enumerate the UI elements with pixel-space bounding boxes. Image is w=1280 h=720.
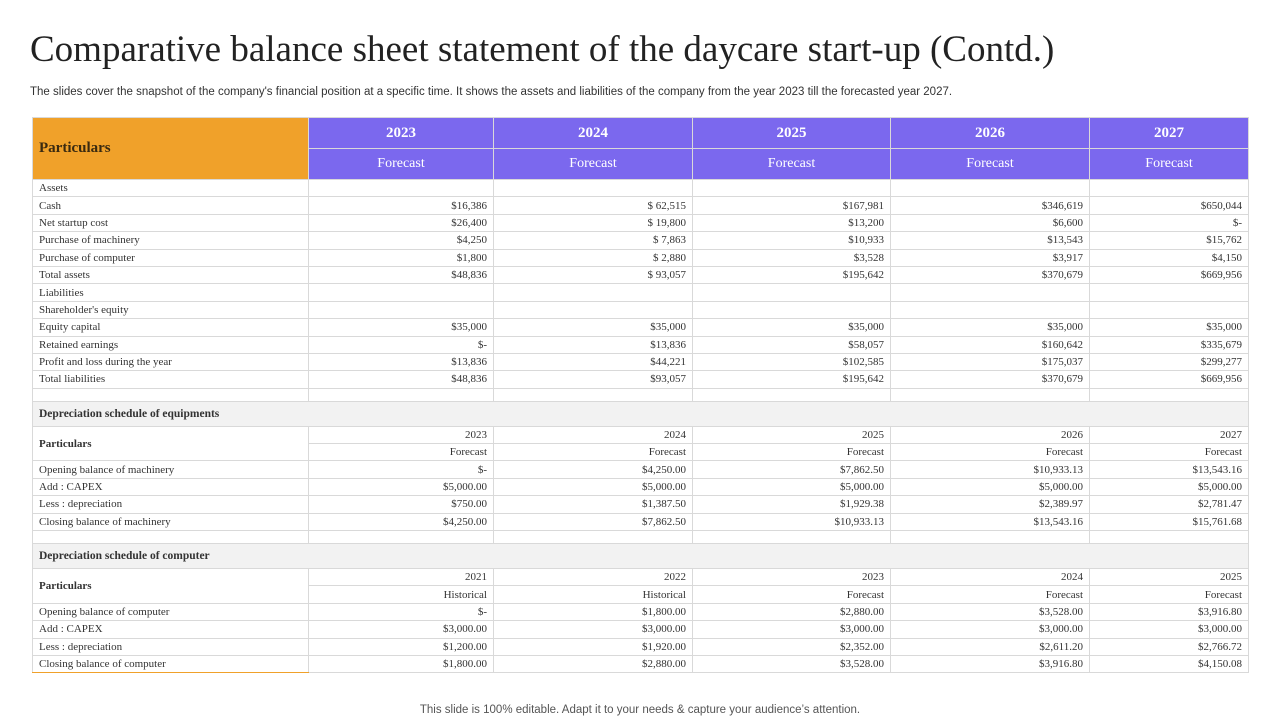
section-title: Depreciation schedule of computer: [33, 544, 1249, 569]
value-cell: $370,679: [891, 371, 1090, 388]
value-cell: [693, 284, 891, 301]
row-label: Less : depreciation: [33, 638, 309, 655]
value-cell: $48,836: [309, 266, 494, 283]
year-header: 2023: [309, 118, 494, 149]
value-cell: [1090, 180, 1249, 197]
value-cell: $3,000.00: [891, 621, 1090, 638]
row-label: Opening balance of computer: [33, 603, 309, 620]
value-cell: $ 19,800: [494, 214, 693, 231]
table-row: [33, 266, 1249, 283]
value-cell: $3,000.00: [309, 621, 494, 638]
value-cell: $2,880.00: [693, 603, 891, 620]
value-cell: $1,800.00: [494, 603, 693, 620]
particulars-header: Particulars: [33, 118, 309, 180]
period-type-cell: Forecast: [309, 444, 494, 461]
period-type-cell: Forecast: [1090, 586, 1249, 603]
row-label: Liabilities: [33, 284, 309, 301]
value-cell: $35,000: [891, 319, 1090, 336]
table-row: [33, 301, 1249, 318]
table-row: [33, 461, 1249, 478]
value-cell: $102,585: [693, 353, 891, 370]
value-cell: $3,000.00: [693, 621, 891, 638]
value-cell: $10,933.13: [891, 461, 1090, 478]
computer-rows: [33, 603, 1249, 673]
value-cell: $4,150.08: [1090, 655, 1249, 672]
value-cell: $13,543.16: [891, 513, 1090, 530]
row-label: Closing balance of machinery: [33, 513, 309, 530]
row-label: Total liabilities: [33, 371, 309, 388]
row-label: Add : CAPEX: [33, 621, 309, 638]
row-label: Purchase of computer: [33, 249, 309, 266]
value-cell: $5,000.00: [494, 478, 693, 495]
value-cell: $346,619: [891, 197, 1090, 214]
balance-rows: [33, 180, 1249, 389]
value-cell: $5,000.00: [309, 478, 494, 495]
value-cell: $2,766.72: [1090, 638, 1249, 655]
year-cell: 2027: [1090, 426, 1249, 443]
table-row: [33, 197, 1249, 214]
value-cell: $5,000.00: [693, 478, 891, 495]
value-cell: $3,917: [891, 249, 1090, 266]
value-cell: $13,836: [494, 336, 693, 353]
value-cell: $44,221: [494, 353, 693, 370]
value-cell: $5,000.00: [891, 478, 1090, 495]
year-cell: 2025: [1090, 569, 1249, 586]
value-cell: $13,836: [309, 353, 494, 370]
value-cell: $650,044: [1090, 197, 1249, 214]
value-cell: $3,000.00: [1090, 621, 1249, 638]
value-cell: [1090, 301, 1249, 318]
table-row: [33, 655, 1249, 672]
value-cell: $7,862.50: [494, 513, 693, 530]
row-label: Equity capital: [33, 319, 309, 336]
value-cell: $10,933.13: [693, 513, 891, 530]
value-cell: $4,250: [309, 232, 494, 249]
value-cell: $35,000: [494, 319, 693, 336]
table-row: [33, 336, 1249, 353]
value-cell: $-: [309, 603, 494, 620]
value-cell: $15,762: [1090, 232, 1249, 249]
value-cell: $4,150: [1090, 249, 1249, 266]
value-cell: $6,600: [891, 214, 1090, 231]
value-cell: [309, 301, 494, 318]
value-cell: [1090, 284, 1249, 301]
value-cell: $3,916.80: [891, 655, 1090, 672]
value-cell: [693, 180, 891, 197]
value-cell: $160,642: [891, 336, 1090, 353]
row-label: Shareholder's equity: [33, 301, 309, 318]
table-row: [33, 638, 1249, 655]
period-type-cell: Forecast: [891, 444, 1090, 461]
forecast-header: Forecast: [309, 149, 494, 180]
table-row: [33, 214, 1249, 231]
value-cell: $669,956: [1090, 371, 1249, 388]
value-cell: $167,981: [693, 197, 891, 214]
table-row: [33, 603, 1249, 620]
row-label: Assets: [33, 180, 309, 197]
footer-note: This slide is 100% editable. Adapt it to your needs & capture your audience’s attention.: [419, 704, 861, 716]
page-subtitle: The slides cover the snapshot of the company's financial position at a specific time. It shows the assets and liabilities of the company from the year 2023 till the forecasted year 2027.: [30, 86, 953, 98]
value-cell: $35,000: [1090, 319, 1249, 336]
year-cell: 2023: [309, 426, 494, 443]
value-cell: $370,679: [891, 266, 1090, 283]
period-type-cell: Forecast: [693, 586, 891, 603]
row-label: Closing balance of computer: [33, 655, 309, 672]
period-type-cell: Historical: [494, 586, 693, 603]
row-label: Profit and loss during the year: [33, 353, 309, 370]
value-cell: [891, 284, 1090, 301]
table-row: [33, 284, 1249, 301]
row-label: Less : depreciation: [33, 496, 309, 513]
value-cell: $335,679: [1090, 336, 1249, 353]
equipment-rows: [33, 461, 1249, 531]
value-cell: [693, 301, 891, 318]
value-cell: $35,000: [693, 319, 891, 336]
value-cell: $26,400: [309, 214, 494, 231]
year-header: 2025: [693, 118, 891, 149]
value-cell: $4,250.00: [309, 513, 494, 530]
value-cell: $ 7,863: [494, 232, 693, 249]
row-label: Add : CAPEX: [33, 478, 309, 495]
value-cell: $4,250.00: [494, 461, 693, 478]
row-label: Retained earnings: [33, 336, 309, 353]
year-cell: 2024: [891, 569, 1090, 586]
blank-spacer: [33, 531, 1249, 544]
row-label: Purchase of machinery: [33, 232, 309, 249]
value-cell: $10,933: [693, 232, 891, 249]
value-cell: $299,277: [1090, 353, 1249, 370]
particulars-label: Particulars: [33, 426, 309, 461]
value-cell: $1,800.00: [309, 655, 494, 672]
year-cell: 2021: [309, 569, 494, 586]
forecast-header: Forecast: [891, 149, 1090, 180]
value-cell: $7,862.50: [693, 461, 891, 478]
section-title: Depreciation schedule of equipments: [33, 401, 1249, 426]
table-row: [33, 232, 1249, 249]
period-type-cell: Forecast: [891, 586, 1090, 603]
value-cell: [494, 180, 693, 197]
value-cell: $3,528.00: [693, 655, 891, 672]
table-row: [33, 621, 1249, 638]
value-cell: $195,642: [693, 266, 891, 283]
value-cell: $1,800: [309, 249, 494, 266]
table-row: [33, 478, 1249, 495]
value-cell: [309, 180, 494, 197]
table-row: [33, 180, 1249, 197]
row-label: Net startup cost: [33, 214, 309, 231]
value-cell: $58,057: [693, 336, 891, 353]
value-cell: $175,037: [891, 353, 1090, 370]
value-cell: $750.00: [309, 496, 494, 513]
value-cell: $ 62,515: [494, 197, 693, 214]
value-cell: $2,389.97: [891, 496, 1090, 513]
year-cell: 2026: [891, 426, 1090, 443]
value-cell: $13,543: [891, 232, 1090, 249]
value-cell: $3,528: [693, 249, 891, 266]
value-cell: $93,057: [494, 371, 693, 388]
table-row: [33, 249, 1249, 266]
value-cell: $5,000.00: [1090, 478, 1249, 495]
value-cell: $2,352.00: [693, 638, 891, 655]
year-header: 2024: [494, 118, 693, 149]
value-cell: $669,956: [1090, 266, 1249, 283]
value-cell: $1,200.00: [309, 638, 494, 655]
value-cell: $3,916.80: [1090, 603, 1249, 620]
value-cell: $ 93,057: [494, 266, 693, 283]
equipment-section: [33, 401, 1249, 461]
value-cell: [494, 301, 693, 318]
value-cell: $2,611.20: [891, 638, 1090, 655]
value-cell: $13,200: [693, 214, 891, 231]
year-cell: 2024: [494, 426, 693, 443]
value-cell: [494, 284, 693, 301]
forecast-header: Forecast: [1090, 149, 1249, 180]
value-cell: $2,880.00: [494, 655, 693, 672]
table-row: [33, 496, 1249, 513]
year-header: 2026: [891, 118, 1090, 149]
table-row: [33, 353, 1249, 370]
year-cell: 2022: [494, 569, 693, 586]
value-cell: $ 2,880: [494, 249, 693, 266]
value-cell: $1,929.38: [693, 496, 891, 513]
period-type-cell: Forecast: [693, 444, 891, 461]
period-type-cell: Historical: [309, 586, 494, 603]
value-cell: $-: [309, 336, 494, 353]
value-cell: $1,920.00: [494, 638, 693, 655]
value-cell: $-: [1090, 214, 1249, 231]
row-label: Total assets: [33, 266, 309, 283]
value-cell: $13,543.16: [1090, 461, 1249, 478]
table-row: [33, 319, 1249, 336]
page-title: Comparative balance sheet statement of the daycare start-up (Contd.): [30, 29, 1055, 70]
blank-spacer: [33, 388, 1249, 401]
value-cell: $1,387.50: [494, 496, 693, 513]
forecast-header: Forecast: [494, 149, 693, 180]
table-row: [33, 513, 1249, 530]
value-cell: $2,781.47: [1090, 496, 1249, 513]
year-cell: 2025: [693, 426, 891, 443]
value-cell: $-: [309, 461, 494, 478]
table-row: [33, 371, 1249, 388]
period-type-cell: Forecast: [1090, 444, 1249, 461]
particulars-label: Particulars: [33, 569, 309, 604]
year-cell: 2023: [693, 569, 891, 586]
value-cell: $3,528.00: [891, 603, 1090, 620]
value-cell: $48,836: [309, 371, 494, 388]
period-type-cell: Forecast: [494, 444, 693, 461]
value-cell: [891, 180, 1090, 197]
value-cell: $15,761.68: [1090, 513, 1249, 530]
year-header: 2027: [1090, 118, 1249, 149]
value-cell: [309, 284, 494, 301]
balance-sheet-table: [32, 117, 1249, 673]
value-cell: $3,000.00: [494, 621, 693, 638]
forecast-header: Forecast: [693, 149, 891, 180]
row-label: Opening balance of machinery: [33, 461, 309, 478]
value-cell: $195,642: [693, 371, 891, 388]
computer-section: [33, 544, 1249, 604]
value-cell: [891, 301, 1090, 318]
value-cell: $35,000: [309, 319, 494, 336]
row-label: Cash: [33, 197, 309, 214]
value-cell: $16,386: [309, 197, 494, 214]
